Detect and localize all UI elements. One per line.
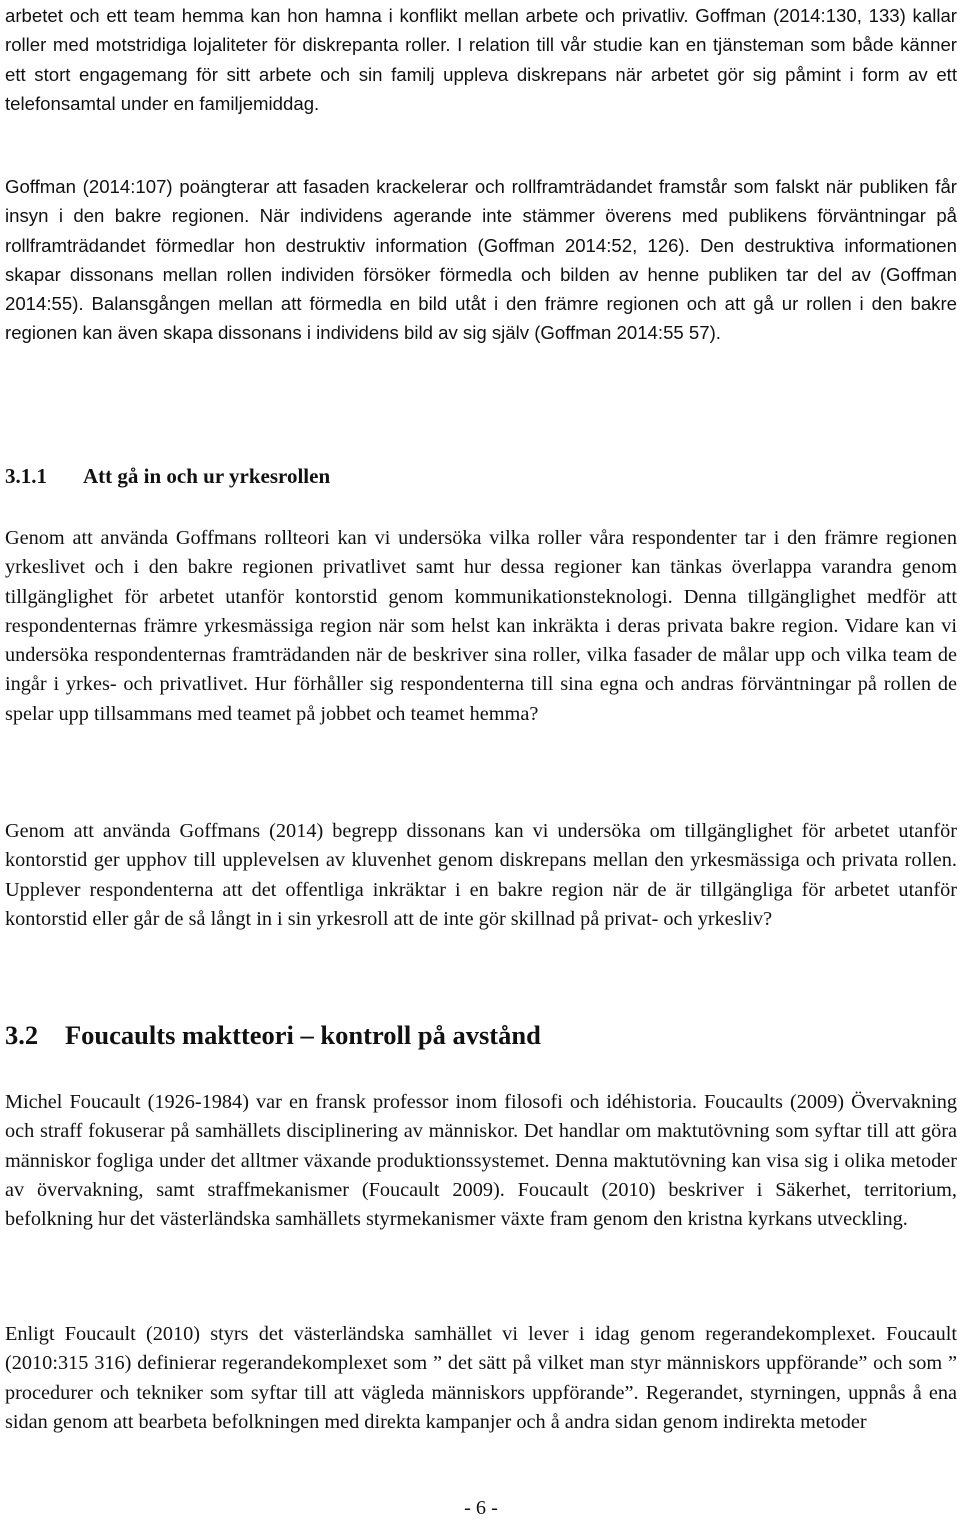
section-number: 3.1.1: [5, 464, 47, 488]
section-heading-3-2: [5, 1018, 541, 1052]
paragraph-dissonans: Genom att använda Goffmans (2014) begrepp dissonans kan vi undersöka om tillgänglighet för arbetet utanför kontorstid ger upphov till upplevelsen av kluvenhet genom diskrepans mellan den yrkesmässiga och privata rollen. Upplever respondenterna att det offentliga inkräktar i en bakre region när de är tillgängliga för arbetet utanför kontorstid eller går de så långt in i sin yrkesroll att de inte gör skillnad på privat- och yrkesliv?: [5, 820, 957, 930]
section-title: Foucaults maktteori – kontroll på avstånd: [65, 1020, 541, 1050]
paragraph-regerandekomplexet: Enligt Foucault (2010) styrs det västerländska samhället vi lever i idag genom regerandekomplexet. Foucault (2010:315 316) definierar regerandekomplexet som ” det sätt på vilket man styr människors uppförande” och som ” procedurer och tekniker som syftar till att vägleda människors uppförande”. Regerandet, styrningen, uppnås å ena sidan genom att bearbeta befolkningen med direkta kampanjer och å andra sidan genom indirekta metoder: [5, 1323, 957, 1433]
page-number: - 6 -: [464, 1497, 498, 1519]
paragraph-foucault-intro: Michel Foucault (1926-1984) var en fransk professor inom filosofi och idéhistoria. Foucaults (2009) Övervakning och straff fokuserar på samhällets disciplinering av människor. Det handlar om maktutövning som syftar till att göra människor fogliga under det alltmer växande produktionssystemet. Denna maktutövning kan visa sig i olika metoder av övervakning, samt straffmekanismer (Foucault 2009). Foucault (2010) beskriver i Säkerhet, territorium, befolkning hur det västerländska samhällets styrmekanismer växte fram genom den kristna kyrkans utveckling.: [5, 1091, 957, 1231]
section-number: 3.2: [5, 1020, 39, 1050]
document-page: [5, 0, 957, 1521]
paragraph-rollteori: Genom att använda Goffmans rollteori kan vi undersöka vilka roller våra respondenter tar i den främre regionen yrkeslivet och i den bakre regionen privatlivet samt hur dessa regioner kan tänkas överlappa varandra genom tillgänglighet för arbetet utanför kontorstid genom kommunikationsteknologi. Denna tillgänglighet medför att respondenternas främre yrkesmässiga region när som helst kan inkräkta i deras privata bakre region. Vidare kan vi undersöka respondenternas framträdanden när de beskriver sina roller, vilka fasader de målar upp och vilka team de ingår i yrkes- och privatlivet. Hur förhåller sig respondenterna till sina egna och andras förväntningar på rollen de spelar upp tillsammans med teamet på jobbet och teamet hemma?: [5, 527, 957, 725]
section-title: Att gå in och ur yrkesrollen: [83, 464, 331, 488]
paragraph-destruktiv-information: Goffman (2014:107) poängterar att fasaden krackelerar och rollframträdandet framstår som falskt när publiken får insyn i den bakre regionen. När individens agerande inte stämmer överens med publikens förväntningar på rollframträdandet förmedlar hon destruktiv information (Goffman 2014:52, 126). Den destruktiva informationen skapar dissonans mellan rollen individen försöker förmedla och bilden av henne publiken tar del av (Goffman 2014:55). Balansgången mellan att förmedla en bild utåt i den främre regionen och att gå ur rollen i den bakre regionen kan även skapa dissonans i individens bild av sig själv (Goffman 2014:55 57).: [5, 176, 957, 344]
section-heading-3-1-1: [5, 462, 330, 490]
paragraph-diskrepanta-roller: arbetet och ett team hemma kan hon hamna i konflikt mellan arbete och privatliv. Goffman (2014:130, 133) kallar roller med motstridiga lojaliteter för diskrepanta roller. I relation till vår studie kan en tjänsteman som både känner ett stort engagemang för sitt arbete och sin familj uppleva diskrepans när arbetet gör sig påmint i form av ett telefonsamtal under en familjemiddag.: [5, 5, 957, 114]
